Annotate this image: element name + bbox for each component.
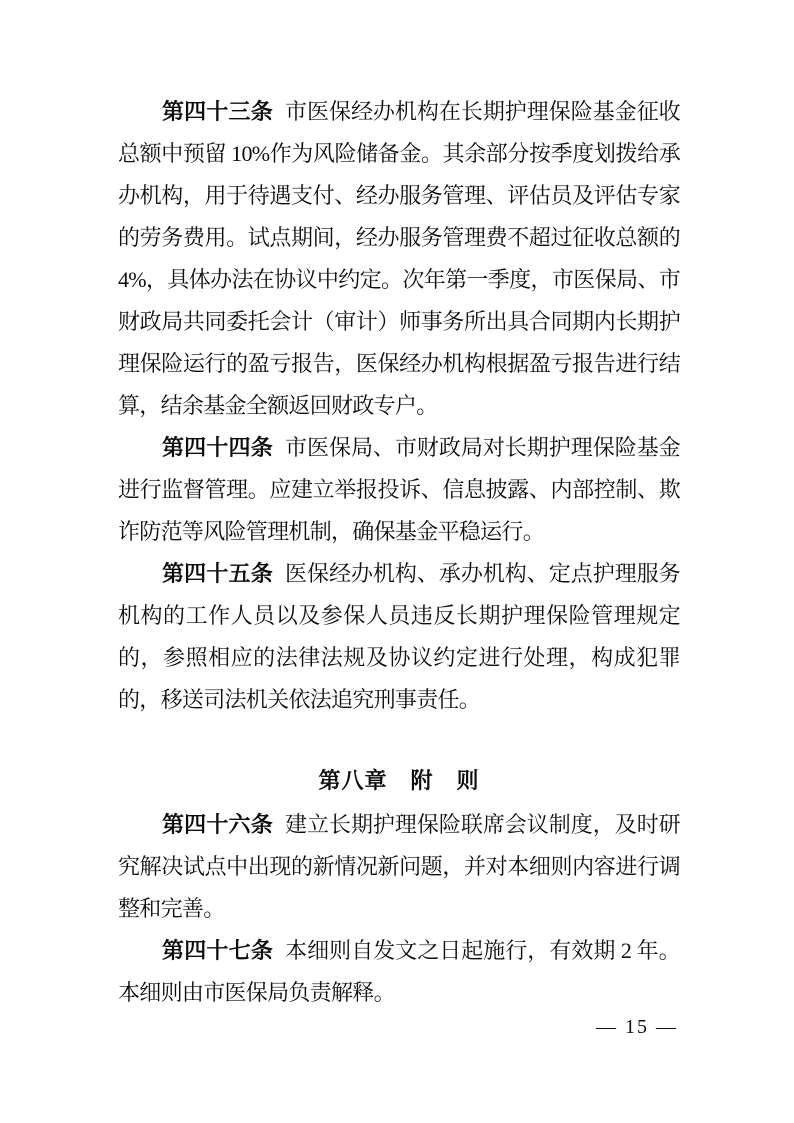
article-47-text: 本细则自发文之日起施行，有效期 2 年。本细则由市医保局负责解释。 [118, 938, 680, 1005]
article-44-text: 市医保局、市财政局对长期护理保险基金进行监督管理。应建立举报投诉、信息披露、内部控制、欺诈防范等风险管理机制，确保基金平稳运行。 [118, 435, 680, 544]
article-43-label: 第四十三条 [162, 99, 273, 124]
article-45-label: 第四十五条 [162, 561, 273, 586]
document-body [118, 91, 680, 1014]
article-45-paragraph [118, 553, 680, 721]
article-46-paragraph [118, 804, 680, 930]
article-43-paragraph [118, 91, 680, 427]
article-47-label: 第四十七条 [162, 938, 274, 963]
article-43-text: 市医保经办机构在长期护理保险基金征收总额中预留 10%作为风险储备金。其余部分按季度划拨给承办机构，用于待遇支付、经办服务管理、评估员及评估专家的劳务费用。试点期间，经办服务管理费不超过征收总额的 4%，具体办法在协议中约定。次年第一季度，市医保局、市财政局共同委托会计（审计）师事务所出具合同期内长期护理保险运行的盈亏报告，医保经办机构根据盈亏报告进行结算，结余基金全额返回财政专户。 [118, 99, 680, 418]
chapter-heading: 第八章 附 则 [318, 768, 480, 793]
article-44-label: 第四十四条 [162, 435, 273, 460]
article-45-text: 医保经办机构、承办机构、定点护理服务机构的工作人员以及参保人员违反长期护理保险管理规定的，参照相应的法律法规及协议约定进行处理，构成犯罪的，移送司法机关依法追究刑事责任。 [118, 561, 680, 712]
article-44-paragraph [118, 427, 680, 553]
page-number: — 15 — [596, 1016, 678, 1038]
article-46-text: 建立长期护理保险联席会议制度，及时研究解决试点中出现的新情况新问题，并对本细则内容进行调整和完善。 [118, 812, 680, 921]
article-47-paragraph [118, 930, 680, 1014]
article-46-label: 第四十六条 [162, 812, 273, 837]
